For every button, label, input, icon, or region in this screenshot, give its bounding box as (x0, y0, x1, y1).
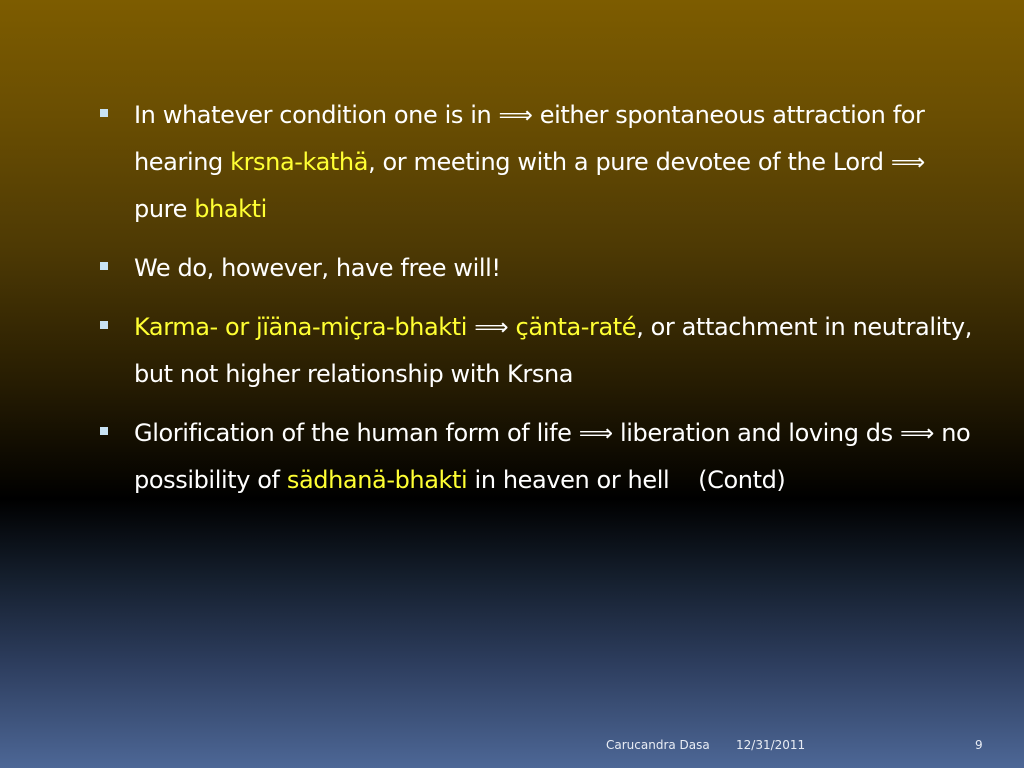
implies-arrow-icon: ⟹ (467, 313, 516, 341)
bullet-text: Glorification of the human form of life ⟹ liberation and loving ds ⟹ no possibility of sädhanä-bhakti in heaven or hell (Contd) (134, 419, 978, 494)
highlighted-term: Karma- or jïäna-miçra-bhakti (134, 313, 468, 341)
bullet-item-glorification (96, 410, 976, 504)
bullet-text: We do, however, have free will! (134, 254, 501, 282)
implies-arrow-icon: ⟹ (578, 419, 613, 447)
bullet-list (96, 92, 976, 504)
bullet-item-condition (96, 92, 976, 233)
bullet-item-free-will (96, 245, 976, 292)
bullet-text: In whatever condition one is in ⟹ either spontaneous attraction for hearing krsna-kathä, or meeting with a pure devotee of the Lord ⟹ pure bhakti (134, 101, 925, 223)
implies-arrow-icon: ⟹ (899, 419, 934, 447)
highlighted-term: krsna-kathä (230, 148, 369, 176)
footer-author: Carucandra Dasa (606, 738, 710, 752)
highlighted-term: çänta-raté (515, 313, 637, 341)
implies-arrow-icon: ⟹ (890, 148, 925, 176)
square-bullet-icon (100, 427, 108, 435)
highlighted-term: bhakti (194, 195, 267, 223)
square-bullet-icon (100, 321, 108, 329)
implies-arrow-icon: ⟹ (498, 101, 533, 129)
slide-number: 9 (975, 738, 983, 752)
square-bullet-icon (100, 262, 108, 270)
footer-date: 12/31/2011 (736, 738, 806, 752)
highlighted-term: sädhanä-bhakti (286, 466, 468, 494)
bullet-text: Karma- or jïäna-miçra-bhakti ⟹ çänta-raté, or attachment in neutrality, but not higher relationship with Krsna (134, 313, 972, 388)
square-bullet-icon (100, 109, 108, 117)
bullet-item-karma-jnana (96, 304, 976, 398)
